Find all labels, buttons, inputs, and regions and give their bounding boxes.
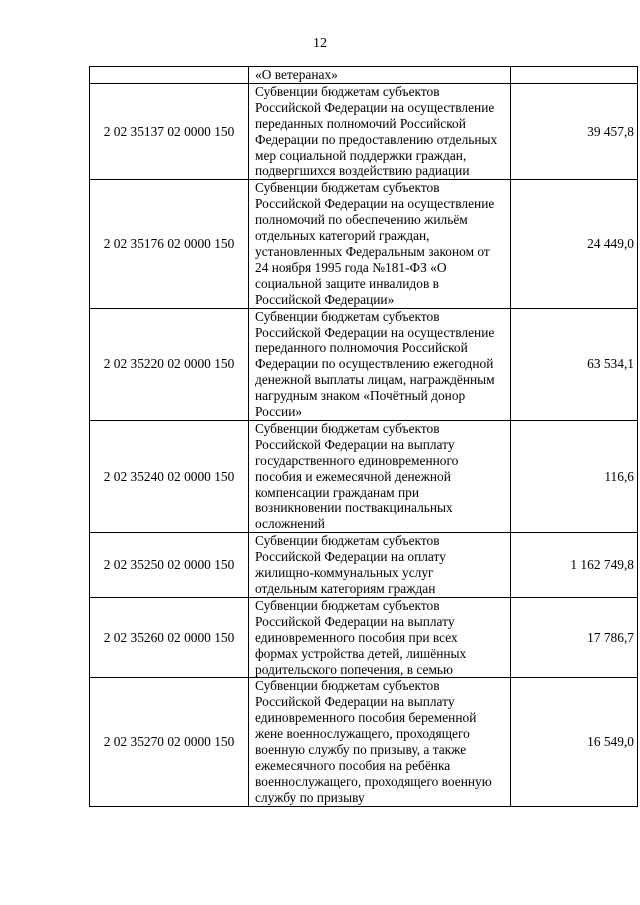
description-line: 24 ноября 1995 года №181-ФЗ «О [255, 259, 447, 275]
description-line: мер социальной поддержки граждан, [255, 147, 467, 163]
description-line: Федерации по предоставлению отдельных [255, 131, 498, 147]
description-line: возникновении поствакцинальных [255, 500, 453, 516]
table-row [90, 67, 638, 84]
description-line: социальной защите инвалидов в [255, 275, 439, 291]
description-line: государственного единовременного [255, 452, 459, 468]
description-line: формах устройства детей, лишённых [255, 645, 467, 661]
description-line: компенсации гражданам при [255, 484, 420, 500]
table-row [90, 597, 638, 678]
budget-code-cell: 2 02 35220 02 0000 150 [90, 308, 249, 420]
table-row [90, 420, 638, 532]
table-row [90, 678, 638, 806]
description-cell [249, 180, 511, 308]
description-line: жилищно-коммунальных услуг [255, 565, 434, 581]
amount-cell: 16 549,0 [511, 678, 638, 806]
amount-cell [511, 67, 638, 84]
description-line: военную службу по призыву, а также [255, 742, 467, 758]
description-line: нагрудным знаком «Почётный донор [255, 388, 466, 404]
description-line: переданного полномочия Российской [255, 340, 468, 356]
table-row [90, 308, 638, 420]
description-line: Российской Федерации на осуществление [255, 196, 495, 212]
budget-code-cell [90, 67, 249, 84]
description-line: Субвенции бюджетам субъектов [255, 83, 440, 99]
table-row [90, 533, 638, 598]
amount-cell: 17 786,7 [511, 597, 638, 678]
description-line: Субвенции бюджетам субъектов [255, 180, 440, 196]
amount-cell: 24 449,0 [511, 180, 638, 308]
page-number: 12 [313, 36, 327, 51]
description-line: осложнений [255, 516, 325, 532]
description-cell [249, 597, 511, 678]
description-line: ежемесячного пособия на ребёнка [255, 757, 451, 773]
budget-table [89, 66, 638, 807]
description-cell [249, 308, 511, 420]
amount-cell: 63 534,1 [511, 308, 638, 420]
budget-code-cell: 2 02 35137 02 0000 150 [90, 83, 249, 179]
description-line: родительского попечения, в семью [255, 661, 454, 677]
budget-code-cell: 2 02 35260 02 0000 150 [90, 597, 249, 678]
description-line: Российской Федерации» [255, 291, 395, 307]
description-line: Российской Федерации на выплату [255, 436, 455, 452]
description-line: подвергшихся воздействию радиации [255, 163, 470, 179]
description-line: Российской Федерации на выплату [255, 613, 455, 629]
amount-cell: 39 457,8 [511, 83, 638, 179]
description-line: жене военнослужащего, проходящего [255, 726, 470, 742]
description-line: денежной выплаты лицам, награждённым [255, 372, 495, 388]
description-line: военнослужащего, проходящего военную [255, 773, 492, 789]
description-cell [249, 67, 511, 84]
description-line: Субвенции бюджетам субъектов [255, 597, 440, 613]
description-cell [249, 678, 511, 806]
description-line: Субвенции бюджетам субъектов [255, 308, 440, 324]
description-cell [249, 533, 511, 598]
description-line: пособия и ежемесячной денежной [255, 468, 451, 484]
description-line: Российской Федерации на осуществление [255, 99, 495, 115]
description-line: установленных Федеральным законом от [255, 243, 490, 259]
description-line: переданных полномочий Российской [255, 115, 466, 131]
description-line: единовременного пособия при всех [255, 629, 458, 645]
description-line: отдельных категорий граждан, [255, 228, 430, 244]
description-line: полномочий по обеспечению жильём [255, 212, 468, 228]
description-line: Субвенции бюджетам субъектов [255, 678, 440, 694]
budget-table-body [90, 67, 638, 807]
budget-code-cell: 2 02 35240 02 0000 150 [90, 420, 249, 532]
description-line: Российской Федерации на оплату [255, 549, 446, 565]
description-line: Российской Федерации на осуществление [255, 324, 495, 340]
amount-cell: 116,6 [511, 420, 638, 532]
description-line: Российской Федерации на выплату [255, 694, 455, 710]
budget-code-cell: 2 02 35250 02 0000 150 [90, 533, 249, 598]
table-row [90, 180, 638, 308]
budget-code-cell: 2 02 35176 02 0000 150 [90, 180, 249, 308]
description-line: России» [255, 404, 303, 420]
description-line: Субвенции бюджетам субъектов [255, 420, 440, 436]
description-line: единовременного пособия беременной [255, 710, 477, 726]
description-line: Субвенции бюджетам субъектов [255, 533, 440, 549]
amount-cell: 1 162 749,8 [511, 533, 638, 598]
description-cell [249, 83, 511, 179]
description-line: службу по призыву [255, 789, 365, 805]
description-line: «О ветеранах» [255, 67, 338, 82]
description-line: Федерации по осуществлению ежегодной [255, 356, 494, 372]
table-row [90, 83, 638, 179]
description-line: отдельным категориям граждан [255, 581, 436, 596]
description-cell [249, 420, 511, 532]
budget-code-cell: 2 02 35270 02 0000 150 [90, 678, 249, 806]
